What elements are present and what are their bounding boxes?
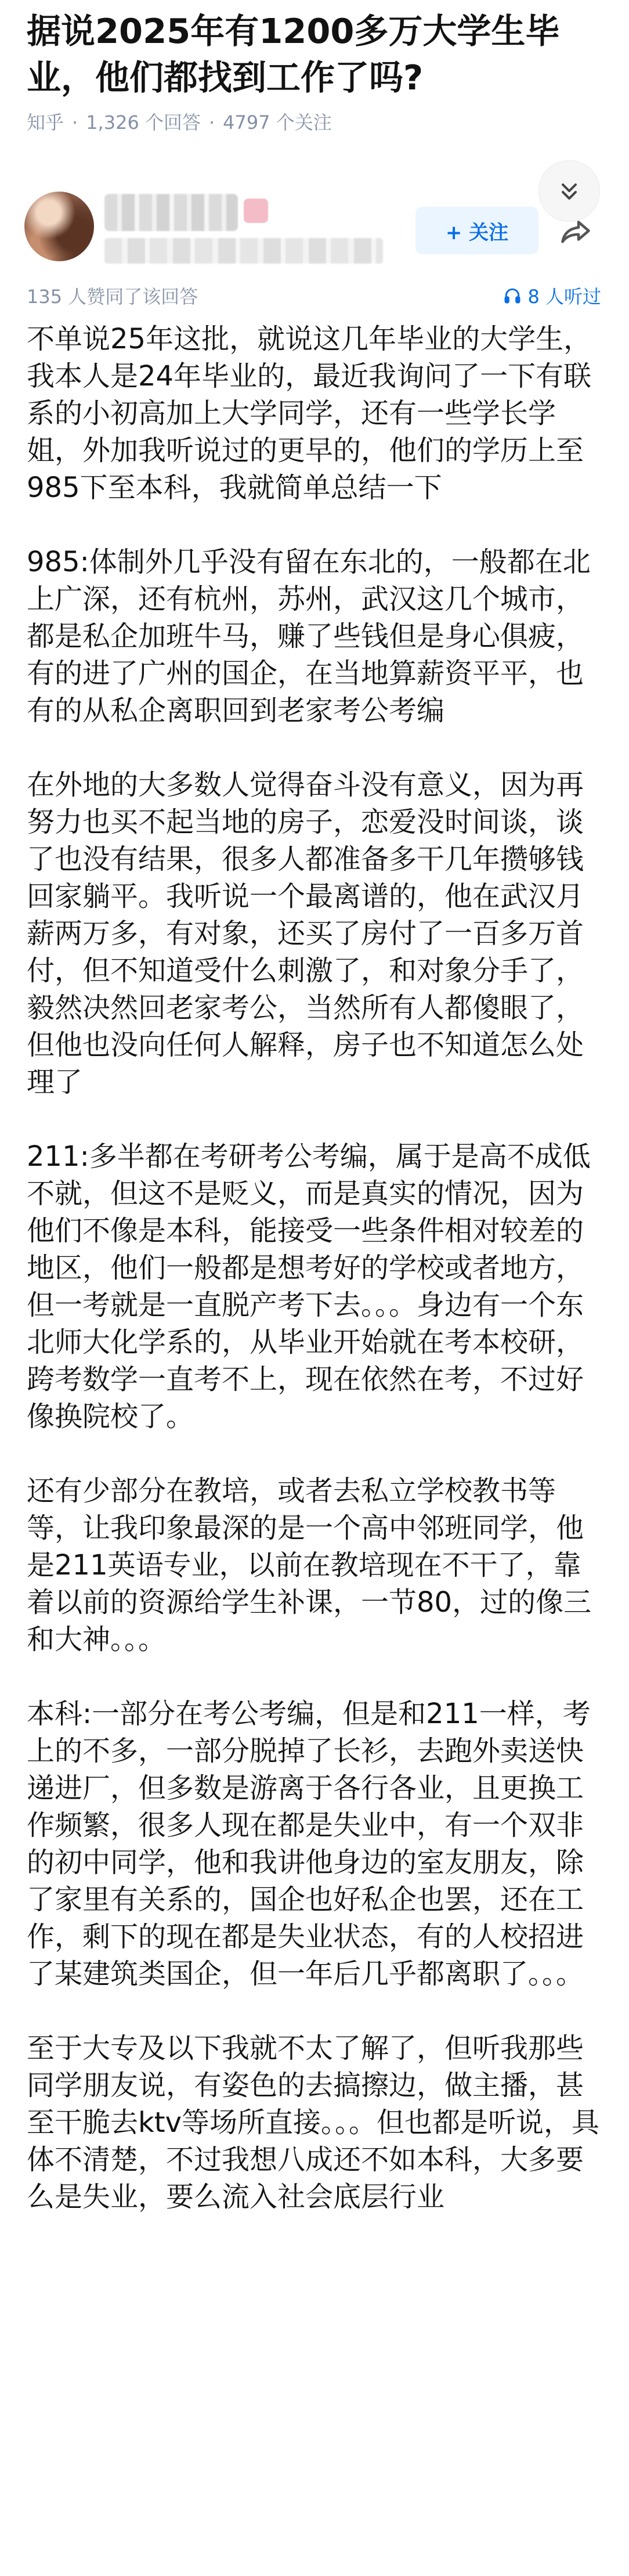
answer-paragraph: 本科:一部分在考公考编，但是和211一样，考上的不多，一部分脱掉了长衫，去跑外卖送快递进厂，但多数是游离于各行各业，且更换工作频繁，很多人现在都是失业中，有一个双非的初中同学，他和我讲他身边的室友朋友，除了家里有关系的，国企也好私企也罢，还在工作，剩下的现在都是失业状态，有的人校招进了某建筑类国企，但一年后几乎都离职了。。。: [27, 1698, 591, 1990]
answer-paragraph: 至于大专及以下我就不太了解了，但听我那些同学朋友说，有姿色的去搞擦边，做主播，甚至干脆去ktv等场所直接。。。但也都是听说，具体不清楚，不过我想八成还不如本科，大多要么是失业，要么流入社会底层行业: [27, 2032, 600, 2213]
source-label: 知乎: [27, 111, 64, 134]
double-chevron-down-icon: [556, 178, 582, 204]
answer-paragraph: 不单说25年这批，就说这几年毕业的大学生，我本人是24年毕业的，最近我询问了一下有联系的小初高加上大学同学，还有一些学长学姐，外加我听说过的更早的，他们的学历上至985下至本科，我就简单总结一下: [27, 323, 592, 504]
headphones-icon: [503, 286, 522, 305]
agree-count: 135 人赞同了该回答: [27, 286, 198, 308]
answer-count[interactable]: 1,326 个回答: [86, 111, 201, 134]
answer-paragraph: 在外地的大多数人觉得奋斗没有意义，因为再努力也买不起当地的房子，恋爱没时间谈，谈了也没有结果，很多人都准备多干几年攒够钱回家躺平。我听说一个最离谱的，他在武汉月薪两万多，有对象，还买了房付了一百多万首付，但不知道受什么刺激了，和对象分手了，毅然决然回老家考公，当然所有人都傻眼了，但他也没向任何人解释，房子也不知道怎么处理了: [27, 769, 584, 1098]
author-name-blurred[interactable]: [104, 194, 238, 231]
listen-count: 8 人听过: [527, 286, 601, 308]
share-button[interactable]: [551, 208, 600, 257]
answer-stats: [27, 282, 601, 311]
follow-label: + 关注: [445, 221, 509, 244]
answer-paragraph: 211:多半都在考研考公考编，属于是高不成低不就，但这不是贬义，而是真实的情况，因为他们不像是本科，能接受一些条件相对较差的地区，他们一般都是想考好的学校或者地方，但一考就是一直脱产考下去。。。身边有一个东北师大化学系的，从毕业开始就在考本校研，跨考数学一直考不上，现在依然在考，不过好像换院校了。: [27, 1140, 591, 1433]
answer-paragraph: 还有少部分在教培，或者去私立学校教书等等，让我印象最深的是一个高中邻班同学，他是211英语专业，以前在教培现在不干了，靠着以前的资源给学生补课，一节80，过的像三和大神。。。: [27, 1475, 592, 1656]
answer-paragraph: 985:体制外几乎没有留在东北的，一般都在北上广深，还有杭州，苏州，武汉这几个城市，都是私企加班牛马，赚了些钱但是身心俱疲，有的进了广州的国企，在当地算薪资平平，也有的从私企离职回到老家考公考编: [27, 546, 591, 727]
answer-content: [27, 320, 607, 2253]
follow-button[interactable]: [415, 207, 538, 254]
author-badge-blurred: [244, 199, 268, 223]
listen-button[interactable]: [503, 282, 601, 309]
avatar[interactable]: [24, 192, 94, 261]
question-meta: 知乎 · 1,326 个回答 · 4797 个关注: [27, 111, 332, 134]
author-headline-blurred: [104, 238, 383, 264]
share-arrow-icon: [558, 215, 593, 250]
question-title[interactable]: 据说2025年有1200多万大学生毕业，他们都找到工作了吗?: [27, 11, 560, 98]
follower-count: 4797 个关注: [223, 111, 332, 134]
